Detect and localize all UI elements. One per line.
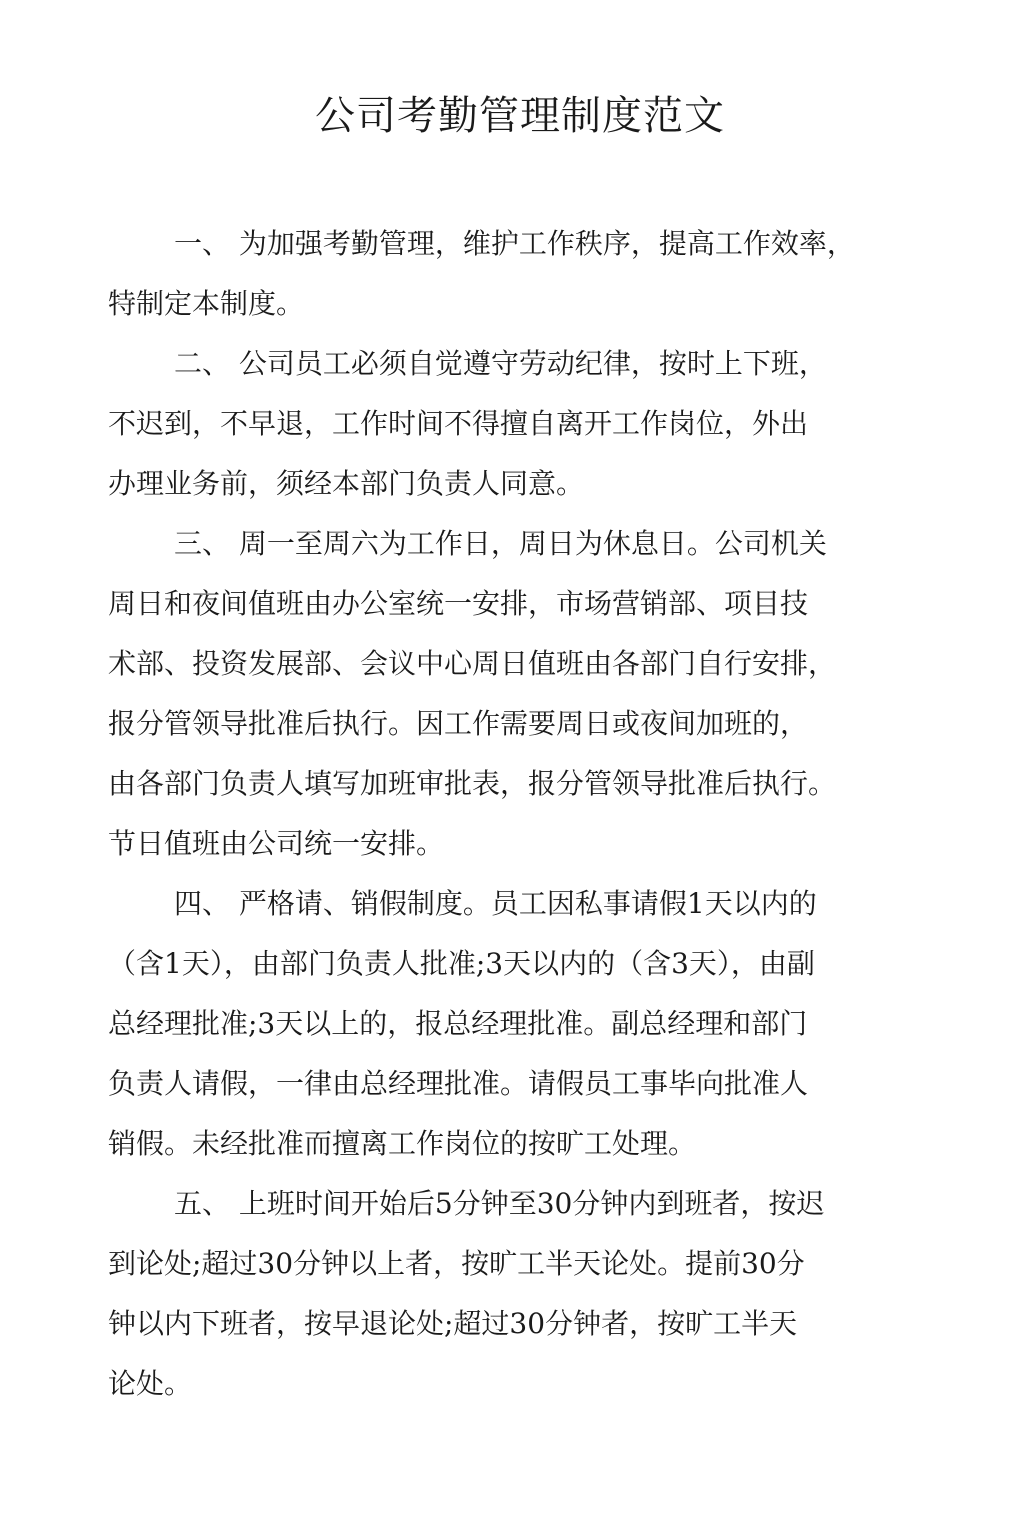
paragraph-4-line-1: 四、 严格请、销假制度。员工因私事请假1天以内的 bbox=[174, 887, 817, 920]
paragraph-2-line-1: 二、 公司员工必须自觉遵守劳动纪律，按时上下班， bbox=[174, 347, 827, 380]
paragraph-4-line-2: （含1天），由部门负责人批准;3天以内的（含3天），由副 bbox=[108, 947, 815, 980]
paragraph-4-line-3: 总经理批准;3天以上的，报总经理批准。副总经理和部门 bbox=[108, 1007, 808, 1040]
document-body bbox=[108, 214, 868, 1414]
document-title: 公司考勤管理制度范文 bbox=[315, 93, 725, 139]
paragraph-5-line-1: 五、 上班时间开始后5分钟至30分钟内到班者，按迟 bbox=[174, 1187, 825, 1220]
paragraph-3-line-5: 由各部门负责人填写加班审批表，报分管领导批准后执行。 bbox=[108, 767, 837, 800]
paragraph-4-line-5: 销假。未经批准而擅离工作岗位的按旷工处理。 bbox=[108, 1127, 697, 1160]
paragraph-2-line-3: 办理业务前，须经本部门负责人同意。 bbox=[108, 467, 585, 500]
paragraph-1-line-1: 一、 为加强考勤管理，维护工作秩序，提高工作效率， bbox=[174, 227, 855, 260]
paragraph-3-line-3: 术部、投资发展部、会议中心周日值班由各部门自行安排， bbox=[108, 647, 837, 680]
paragraph-3-line-2: 周日和夜间值班由办公室统一安排，市场营销部、项目技 bbox=[108, 587, 809, 620]
paragraph-3-line-6: 节日值班由公司统一安排。 bbox=[108, 827, 445, 860]
paragraph-5-line-3: 钟以内下班者，按早退论处;超过30分钟者，按旷工半天 bbox=[108, 1307, 798, 1340]
paragraph-1-line-2: 特制定本制度。 bbox=[108, 287, 305, 320]
paragraph-3-line-1: 三、 周一至周六为工作日，周日为休息日。公司机关 bbox=[174, 527, 827, 560]
paragraph-5-line-4: 论处。 bbox=[108, 1367, 193, 1400]
paragraph-4-line-4: 负责人请假，一律由总经理批准。请假员工事毕向批准人 bbox=[108, 1067, 809, 1100]
paragraph-2-line-2: 不迟到，不早退，工作时间不得擅自离开工作岗位，外出 bbox=[108, 407, 809, 440]
paragraph-3-line-4: 报分管领导批准后执行。因工作需要周日或夜间加班的， bbox=[108, 707, 809, 740]
paragraph-5-line-2: 到论处;超过30分钟以上者，按旷工半天论处。提前30分 bbox=[108, 1247, 805, 1280]
